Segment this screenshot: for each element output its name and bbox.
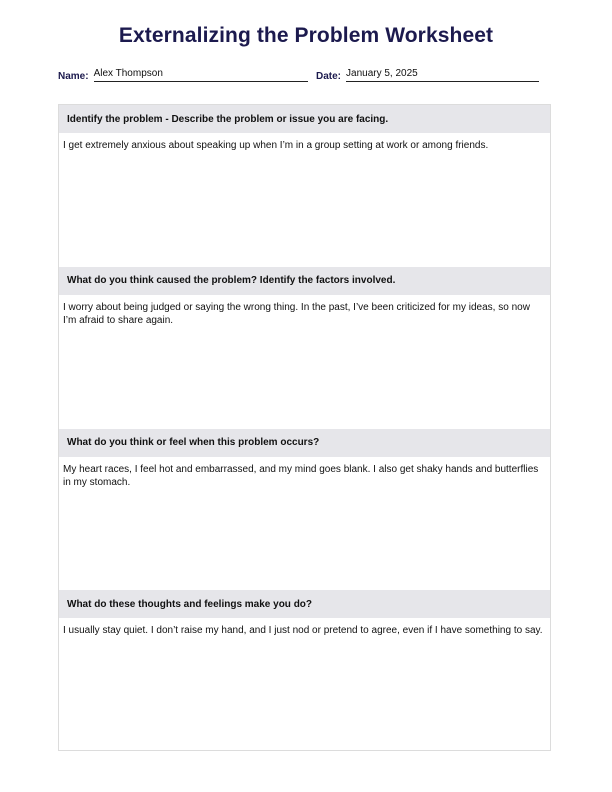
section-answer[interactable]: I usually stay quiet. I don’t raise my hand, and I just nod or pretend to agree, even if I have something to say. xyxy=(63,625,543,637)
page-title: Externalizing the Problem Worksheet xyxy=(118,24,494,47)
section-behaviors xyxy=(59,590,550,752)
name-field[interactable]: Alex Thompson xyxy=(94,68,308,82)
section-identify-problem xyxy=(59,105,550,267)
section-heading: What do you think caused the problem? Identify the factors involved. xyxy=(59,267,550,295)
section-answer[interactable]: My heart races, I feel hot and embarrassed, and my mind goes blank. I also get shaky hands and butterflies in my stomach. xyxy=(63,463,539,488)
name-field-row xyxy=(58,66,308,82)
section-heading: What do these thoughts and feelings make you do? xyxy=(59,590,550,618)
date-field[interactable]: January 5, 2025 xyxy=(346,68,539,82)
section-heading: What do you think or feel when this problem occurs? xyxy=(59,429,550,457)
date-label: Date: xyxy=(316,71,342,82)
section-thoughts-feelings xyxy=(59,429,550,591)
section-answer[interactable]: I worry about being judged or saying the wrong thing. In the past, I’ve been criticized for my ideas, so now I’m afraid to share again. xyxy=(63,301,530,327)
section-heading: Identify the problem - Describe the problem or issue you are facing. xyxy=(59,105,550,133)
name-label: Name: xyxy=(58,71,89,82)
section-causes xyxy=(59,267,550,429)
worksheet-sections xyxy=(58,104,551,751)
section-answer[interactable]: I get extremely anxious about speaking up when I’m in a group setting at work or among friends. xyxy=(63,140,489,151)
date-field-row xyxy=(316,66,539,82)
